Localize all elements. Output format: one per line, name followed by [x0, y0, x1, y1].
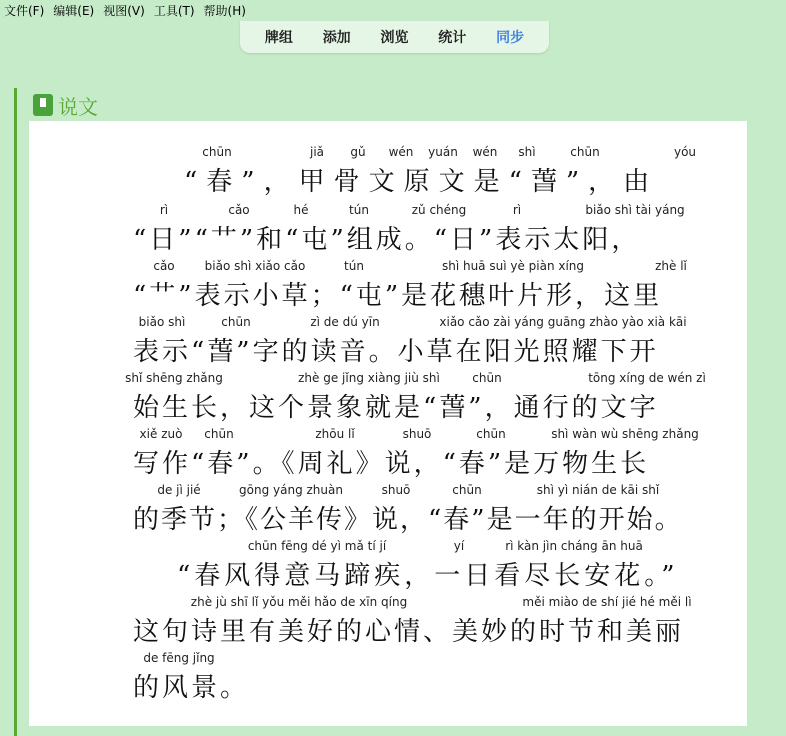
main-toolbar [240, 21, 549, 53]
pinyin: xiě zuò [139, 427, 183, 441]
text: 始生长，这个景象就是“萅”，通行的文字 [133, 393, 659, 423]
menu-tools[interactable]: 工具(T) [153, 3, 195, 18]
pinyin: chūn [202, 145, 232, 159]
menu-view[interactable]: 视图(V) [103, 3, 145, 18]
text: “春风得意马蹄疾，一日看尽长安花。” [177, 561, 679, 591]
pinyin: rì kàn jìn cháng ān huā [505, 539, 643, 553]
tab-sync[interactable]: 同步 [496, 30, 525, 46]
pinyin: tún [344, 259, 364, 273]
tab-stats[interactable]: 统计 [438, 30, 467, 46]
pinyin: chūn [204, 427, 234, 441]
menu-file[interactable]: 文件(F) [4, 3, 45, 18]
pinyin: shǐ shēng zhǎng [125, 371, 223, 385]
pinyin: wén [472, 145, 498, 159]
text: 的季节；《公羊传》说，“春”是一年的开始。 [133, 505, 683, 535]
pinyin: biǎo shì xiǎo cǎo [204, 259, 306, 273]
pinyin: chūn [452, 483, 482, 497]
pinyin: cǎo [228, 203, 250, 217]
text: “日”“艹”和“屯”组成。“日”表示太阳， [133, 225, 641, 255]
pinyin: shì yì nián de kāi shǐ [536, 483, 660, 497]
pinyin: zhōu lǐ [315, 427, 355, 441]
pinyin: wén [388, 145, 414, 159]
pinyin: zhè jù shī lǐ yǒu měi hǎo de xīn qíng [190, 595, 408, 609]
pinyin: yí [453, 539, 465, 553]
pinyin: biǎo shì [138, 315, 186, 329]
pinyin: biǎo shì tài yáng [585, 203, 685, 217]
section-divider [14, 88, 17, 736]
pinyin: shì huā suì yè piàn xíng [441, 259, 585, 273]
pinyin: chūn [221, 315, 251, 329]
reading-page [29, 121, 747, 726]
pinyin: rì [159, 203, 169, 217]
pinyin: shuō [402, 427, 432, 441]
pinyin: tún [349, 203, 369, 217]
pinyin: chūn [570, 145, 600, 159]
pinyin: de fēng jǐng [143, 651, 215, 665]
pinyin: hé [293, 203, 309, 217]
text: 的风景。 [133, 673, 250, 703]
menu-bar [0, 0, 786, 20]
pinyin: tōng xíng de wén zì [588, 371, 706, 385]
pinyin: gōng yáng zhuàn [239, 483, 343, 497]
pinyin: gǔ [350, 145, 366, 159]
text: 这句诗里有美好的心情、美妙的时节和美丽 [133, 617, 685, 647]
pinyin: zǔ chéng [411, 203, 467, 217]
bookmark-icon [33, 94, 53, 116]
tab-add[interactable]: 添加 [322, 30, 351, 46]
pinyin: yóu [673, 145, 697, 159]
text: “艹”表示小草；“屯”是花穗叶片形，这里 [133, 281, 663, 311]
text: “春”，甲骨文原文是“萅”，由 [184, 167, 659, 197]
pinyin: jiǎ [309, 145, 325, 159]
pinyin: zhè ge jǐng xiàng jiù shì [298, 371, 440, 385]
pinyin: shuō [381, 483, 411, 497]
section-title: 说文 [58, 95, 98, 119]
pinyin: rì [512, 203, 522, 217]
pinyin: cǎo [153, 259, 175, 273]
text: 表示“萅”字的读音。小草在阳光照耀下开 [133, 337, 659, 367]
pinyin: yuán [428, 145, 458, 159]
pinyin: xiǎo cǎo zài yáng guāng zhào yào xià kāi [439, 315, 687, 329]
pinyin: zhè lǐ [655, 259, 687, 273]
menu-edit[interactable]: 编辑(E) [53, 3, 95, 18]
pinyin: chūn [472, 371, 502, 385]
pinyin: měi miào de shí jié hé měi lì [522, 595, 692, 609]
pinyin: chūn [476, 427, 506, 441]
text: 写作“春”。《周礼》说，“春”是万物生长 [133, 449, 650, 479]
tab-decks[interactable]: 牌组 [264, 30, 293, 46]
pinyin: zì de dú yīn [310, 315, 380, 329]
tab-browse[interactable]: 浏览 [380, 30, 409, 46]
pinyin: de jì jié [157, 483, 201, 497]
pinyin: shì [518, 145, 536, 159]
pinyin: chūn fēng dé yì mǎ tí jí [247, 539, 387, 553]
menu-help[interactable]: 帮助(H) [203, 3, 246, 18]
pinyin: shì wàn wù shēng zhǎng [551, 427, 699, 441]
